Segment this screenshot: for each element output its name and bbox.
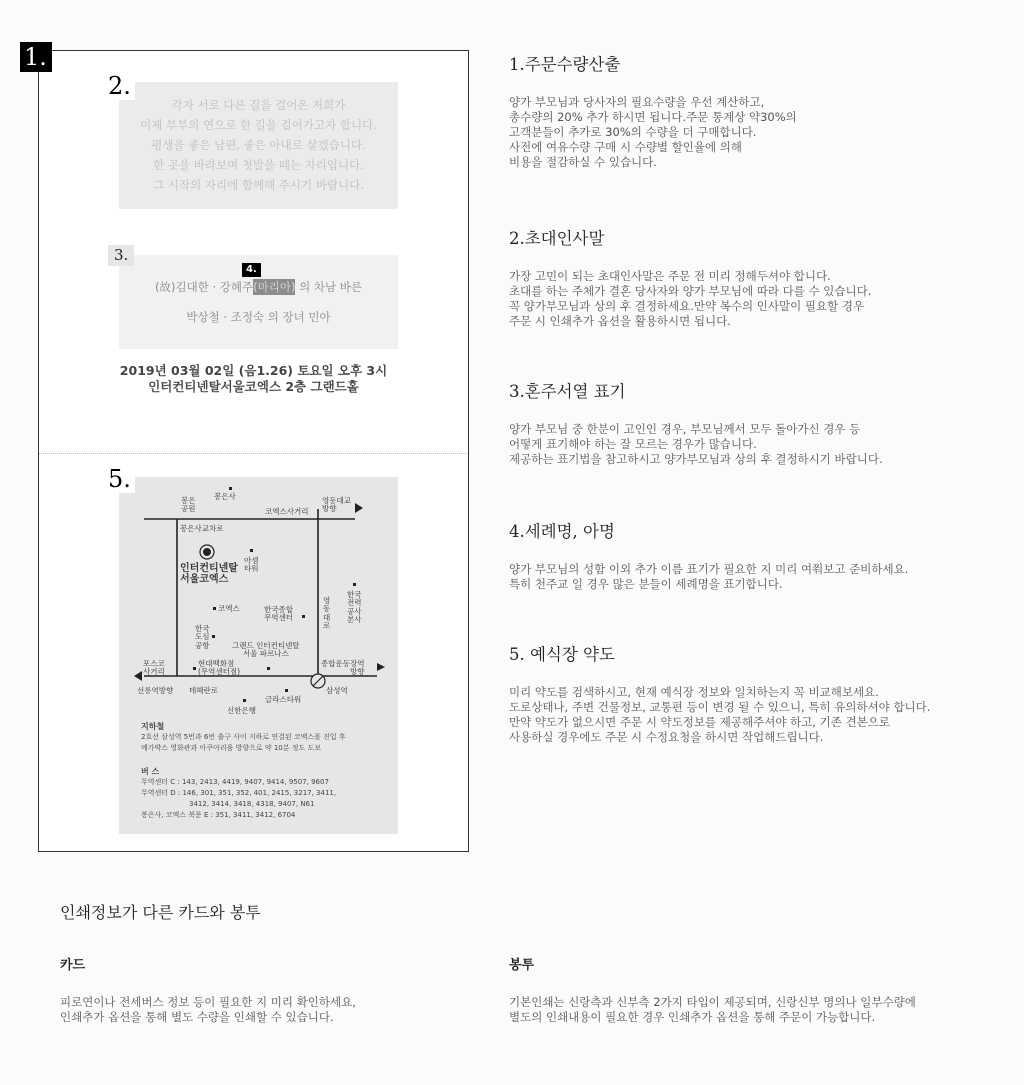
arrow-sports-complex — [377, 663, 385, 671]
invitation-card-preview — [38, 50, 469, 852]
map-label-glass-tower: 글라스타워 — [265, 695, 302, 704]
greeting-line: 이제 부부의 연으로 한 길을 걸어가고자 합니다. — [140, 118, 377, 132]
greeting-text — [119, 95, 398, 195]
bus-info — [141, 766, 336, 821]
map-label-city-airport: 한국 도심 공항 — [195, 624, 210, 650]
baptismal-name-highlight: (마리아) — [253, 280, 296, 294]
section-body: 미리 약도를 검색하시고, 현재 예식장 정보와 일치하는지 꼭 비교해보세요. 도로상태나, 주변 건물정보, 교통편 등이 변경 될 수 있으니, 특히 유의하셔야 합니다. 만약 약도가 없으시면 주문 시 약도정보를 제공해주셔야 하고, 기존 견본으로 사용하실 경우에도 주문 시 수정요청을 하시면 작업해드립니다. — [509, 685, 931, 744]
map-label-coex-intersection: 코엑스사거리 — [265, 507, 309, 516]
arrow-yeongdong — [355, 503, 363, 513]
groom-parents-line — [119, 279, 398, 295]
bus-line: 무역센터 C : 143, 2413, 4419, 9407, 9414, 9507, 9607 — [141, 778, 329, 786]
map-label-posco-intersection: 포스코 사거리 — [143, 659, 165, 677]
marker-4: 4. — [242, 263, 261, 277]
section-baptismal-name — [509, 518, 1009, 592]
card-info — [60, 954, 550, 1025]
map-label-hyundai-dept: 현대백화점 (무역센터점) — [198, 659, 241, 677]
groom-parents-text: (故)김대한 · 강혜주 — [155, 280, 254, 294]
subway-line: 2호선 삼성역 5번과 6번 출구 사이 지하로 연결된 코엑스몰 진입 후 — [141, 733, 346, 741]
wedding-date-venue — [39, 363, 468, 395]
bride-parents-line: 박상철 · 조정숙 의 장녀 민아 — [186, 310, 331, 324]
map-label-yeongdong-bridge: 영동대교 방향 — [322, 496, 351, 514]
map-label-asem-tower: 아셈 타워 — [244, 556, 259, 574]
bus-title: 버 스 — [141, 767, 160, 776]
map-label-shinhan-bank: 신한은행 — [227, 706, 256, 715]
greeting-line: 그 시작의 자리에 함께해 주시기 바랍니다. — [153, 178, 364, 192]
venue-map — [119, 477, 398, 834]
section-greeting — [509, 225, 1009, 329]
section-body: 가장 고민이 되는 초대인사말은 주문 전 미리 정해두셔야 합니다. 초대를 하는 주체가 결혼 당사자와 양가 부모님에 따라 다를 수 있습니다. 꼭 양가부모님과 상의 후 결정하세요.만약 복수의 인사말이 필요할 경우 주문 시 인쇄추가 옵션을 활용하시면 됩니다. — [509, 269, 872, 328]
section-title: 2.초대인사말 — [509, 229, 605, 248]
map-label-trade-center: 한국종합 무역센터 — [264, 605, 293, 623]
section-title: 4.세례명, 아명 — [509, 522, 615, 541]
wedding-date: 2019년 03월 02일 (음1.26) 토요일 오후 3시 — [119, 363, 388, 378]
map-label-seolleung: 선릉역방향 — [137, 686, 174, 695]
greeting-line: 한 곳을 바라보며 첫발을 떼는 자리입니다. — [153, 158, 364, 172]
fold-line — [39, 453, 468, 454]
bus-line: 3412, 3414, 3418, 4318, 9407, N61 — [189, 800, 315, 808]
section-body: 양가 부모님과 당사자의 필요수량을 우선 계산하고, 총수량의 20% 추가 하시면 됩니다.주문 통계상 약30%의 고객분들이 추가로 30%의 수량을 더 구매합니다. 사전에 여유수량 구매 시 수량별 할인율에 의해 비용을 절감하실 수 있습니다. — [509, 95, 797, 169]
map-label-samseong-station: 삼성역 — [326, 686, 348, 695]
envelope-info-title: 봉투 — [509, 958, 535, 973]
greeting-box — [119, 82, 398, 209]
map-label-intercontinental: 인터컨티넨탈 서울코엑스 — [180, 563, 238, 585]
arrow-seolleung — [134, 671, 142, 681]
section-body: 양가 부모님의 성함 이외 추가 이름 표기가 필요한 지 미리 여쭤보고 준비하세요. 특히 천주교 일 경우 많은 분들이 세례명을 표기합니다. — [509, 562, 909, 591]
section-order-quantity — [509, 51, 1009, 170]
section-body: 양가 부모님 중 한분이 고인인 경우, 부모님께서 모두 돌아가신 경우 등 어떻게 표기해야 하는 잘 모르는 경우가 많습니다. 제공하는 표기법을 참고하시고 양가부모님과 상의 후 결정하시기 바랍니다. — [509, 422, 883, 466]
groom-name-text: 의 차남 바른 — [295, 280, 362, 294]
map-label-teheran-ro: 테헤란로 — [189, 686, 218, 695]
bus-line: 봉은사, 코엑스 북문 E : 351, 3411, 3412, 6704 — [141, 811, 296, 819]
map-label-bongeunsa-gyocharo: 봉은사교차로 — [180, 524, 224, 533]
marker-1: 1. — [20, 42, 52, 72]
map-label-kepco: 한국 전력 공사 본사 — [347, 590, 362, 624]
map-label-coex: 코엑스 — [218, 604, 240, 613]
section-title: 1.주문수량산출 — [509, 55, 621, 74]
card-info-body: 피로연이나 전세버스 정보 등이 필요한 지 미리 확인하세요, 인쇄추가 옵션을 통해 별도 수량을 인쇄할 수 있습니다. — [60, 995, 356, 1024]
wedding-venue: 인터컨티넨탈서울코엑스 2층 그랜드홀 — [148, 379, 359, 394]
subway-title: 지하철 — [141, 722, 165, 731]
section-title: 5. 예식장 약도 — [509, 645, 615, 664]
marker-2: 2. — [104, 72, 135, 100]
subway-line: 메가박스 영화관과 아쿠아리움 방향으로 약 10분 정도 도보 — [141, 744, 322, 752]
map-label-grand-intercontinental: 그랜드 인터컨티넨탈 서울 파르나스 — [232, 641, 300, 659]
section-title: 3.혼주서열 표기 — [509, 382, 626, 401]
bus-line: 무역센터 D : 146, 301, 351, 352, 401, 2415, 3217, 3411, — [141, 789, 337, 797]
map-label-sports-complex: 종합운동장역 방향 — [321, 659, 365, 677]
envelope-info-body: 기본인쇄는 신랑측과 신부측 2가지 타입이 제공되며, 신랑신부 명의나 일부수량에 별도의 인쇄내용이 필요한 경우 인쇄추가 옵션을 통해 주문이 가능합니다. — [509, 995, 916, 1024]
section-venue-map — [509, 641, 1009, 745]
bottom-section-title: 인쇄정보가 다른 카드와 봉투 — [60, 903, 261, 922]
subway-info — [141, 721, 346, 754]
greeting-line: 각자 서로 다른 길을 걸어온 저희가 — [171, 98, 346, 112]
greeting-line: 평생을 좋은 남편, 좋은 아내로 살겠습니다. — [151, 138, 366, 152]
map-label-bongeun-park: 봉은 공원 — [181, 496, 196, 514]
section-parents-order — [509, 378, 1009, 467]
card-info-title: 카드 — [60, 958, 86, 973]
map-label-bongeunsa: 봉은사 — [214, 492, 236, 501]
envelope-info — [509, 954, 999, 1025]
marker-3: 3. — [108, 245, 134, 266]
marker-5: 5. — [104, 465, 135, 493]
map-label-yeongdong-daero: 영 동 대 로 — [323, 596, 331, 630]
